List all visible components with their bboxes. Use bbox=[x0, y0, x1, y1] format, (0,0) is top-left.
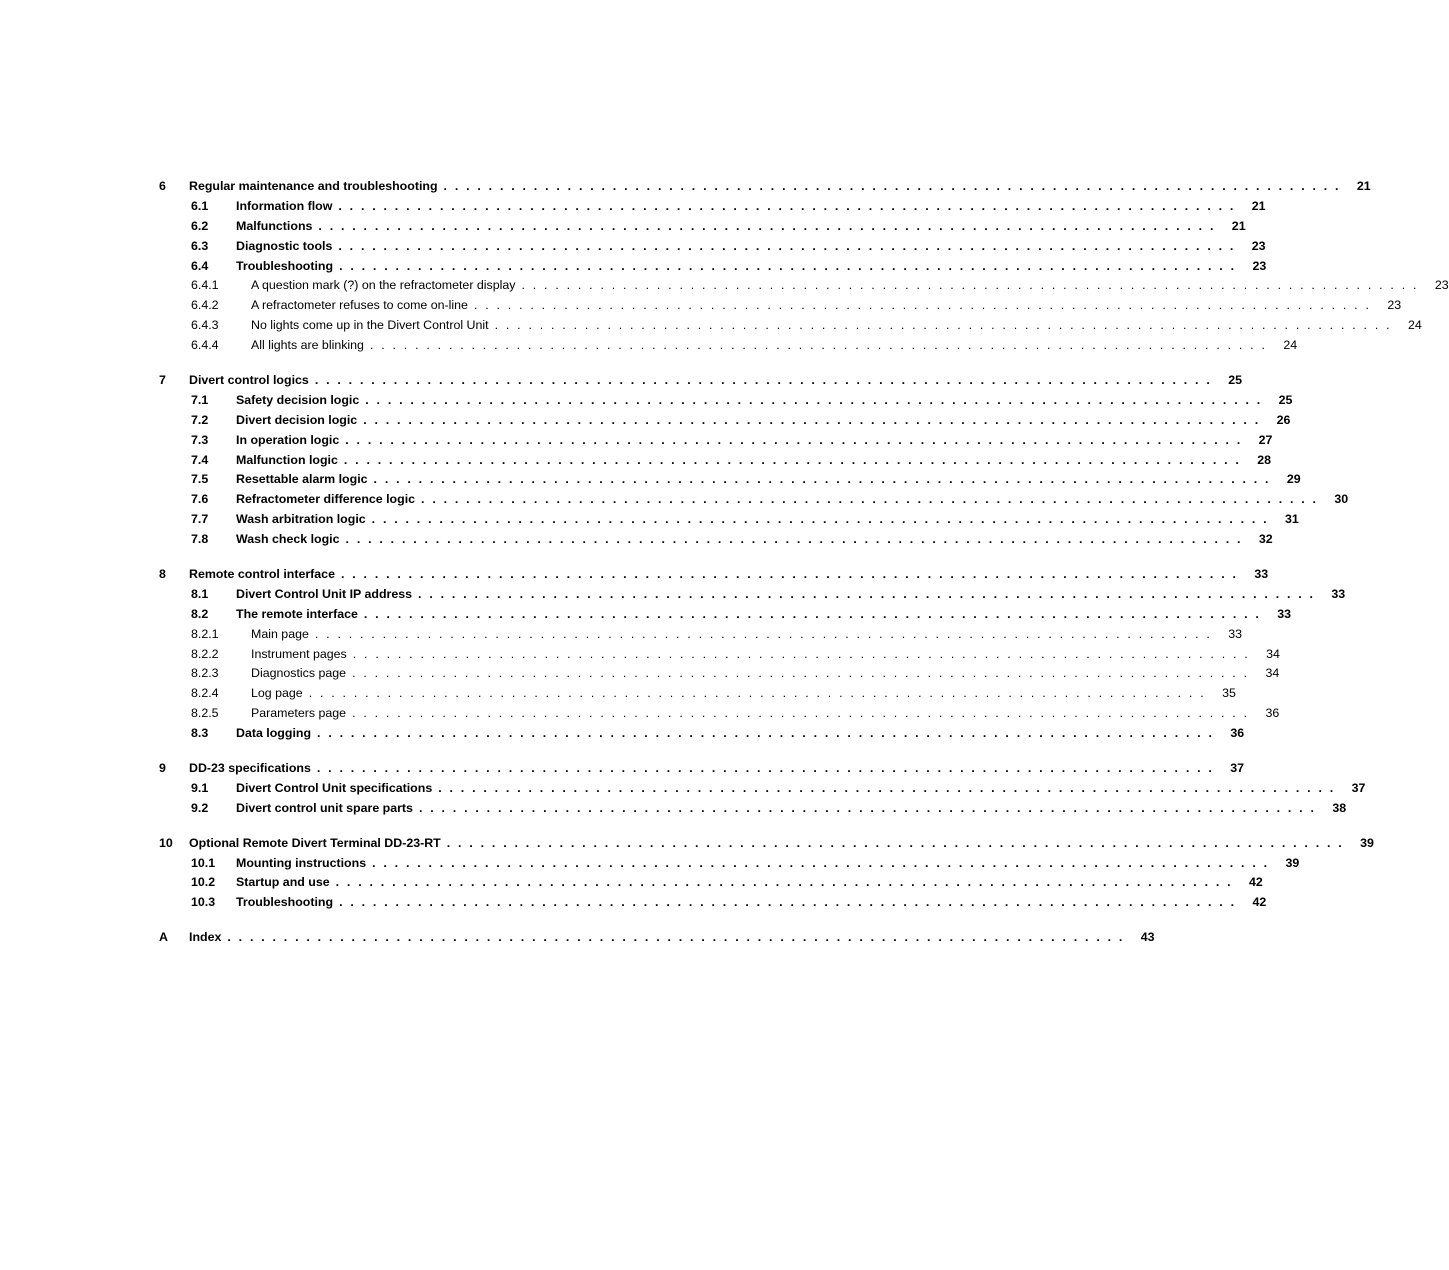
dot-leader: . . . . . . . . . . . . . . . . . . . . . . . . . . . . . . . . . . . . . . . . . . . . . . . . . . . . . . . . . . . . . . . . . . . . . . . . . . . . . . . . bbox=[338, 198, 1236, 213]
toc-entry-number: 6.4.4 bbox=[191, 338, 219, 353]
toc-chapter-group bbox=[159, 564, 1346, 743]
toc-entry-title: The remote interface bbox=[236, 606, 358, 621]
dot-leader: . . . . . . . . . . . . . . . . . . . . . . . . . . . . . . . . . . . . . . . . . . . . . . . . . . . . . . . . . . . . . . . . . . . . . . . . . . . . . . . . bbox=[339, 258, 1237, 273]
toc-entry-title: Index bbox=[189, 930, 222, 945]
toc-entry-page-number: 30 bbox=[1334, 492, 1349, 507]
toc-entry-number: 7.8 bbox=[191, 532, 209, 547]
dot-leader: . . . . . . . . . . . . . . . . . . . . . . . . . . . . . . . . . . . . . . . . . . . . . . . . . . . . . . . . . . . . . . . . . . . . . . . . . . . . . . . . bbox=[421, 492, 1319, 507]
toc-chapter-group bbox=[159, 833, 1374, 913]
dot-leader: . . . . . . . . . . . . . . . . . . . . . . . . . . . . . . . . . . . . . . . . . . . . . . . . . . . . . . . . . . . . . . . . . . . . . . . . . . . . . . . . bbox=[371, 512, 1269, 527]
toc-entry-page-number: 33 bbox=[1228, 626, 1243, 641]
toc-entry-page-number: 43 bbox=[1140, 930, 1155, 945]
toc-subsection-entry[interactable] bbox=[159, 683, 1236, 703]
dot-leader: . . . . . . . . . . . . . . . . . . . . . . . . . . . . . . . . . . . . . . . . . . . . . . . . . . . . . . . . . . . . . . . . . . . . . . . . . . . . . . . . bbox=[373, 472, 1271, 487]
toc-entry-number: 10.1 bbox=[191, 855, 216, 870]
toc-entry-title: Divert Control Unit IP address bbox=[236, 586, 413, 601]
toc-entry-title: Diagnostics page bbox=[251, 666, 347, 681]
toc-section-entry[interactable] bbox=[159, 410, 1291, 430]
dot-leader: . . . . . . . . . . . . . . . . . . . . . . . . . . . . . . . . . . . . . . . . . . . . . . . . . . . . . . . . . . . . . . . . . . . . . . . . . . . . . . . . bbox=[339, 895, 1237, 910]
toc-entry-number: 7.6 bbox=[191, 492, 209, 507]
toc-entry-page-number: 28 bbox=[1257, 452, 1272, 467]
toc-entry-number: 7.3 bbox=[191, 432, 209, 447]
dot-leader: . . . . . . . . . . . . . . . . . . . . . . . . . . . . . . . . . . . . . . . . . . . . . . . . . . . . . . . . . . . . . . . . . . . . . . . . . . . . . . . . bbox=[369, 338, 1268, 353]
toc-chapter-entry[interactable] bbox=[159, 370, 1242, 390]
toc-entry-number: 8.3 bbox=[191, 726, 209, 741]
toc-entry-number: A bbox=[159, 930, 168, 945]
toc-entry-number: 6.2 bbox=[191, 218, 209, 233]
toc-subsection-entry[interactable] bbox=[159, 644, 1280, 664]
toc-chapter-entry[interactable] bbox=[159, 564, 1269, 584]
toc-section-entry[interactable] bbox=[159, 390, 1293, 410]
toc-entry-number: 6.3 bbox=[191, 238, 209, 253]
toc-entry-number: 8 bbox=[159, 566, 166, 581]
toc-entry-page-number: 23 bbox=[1434, 278, 1449, 293]
toc-entry-title: Wash check logic bbox=[236, 532, 340, 547]
toc-entry-page-number: 21 bbox=[1231, 218, 1246, 233]
toc-entry-number: 7.2 bbox=[191, 412, 209, 427]
dot-leader: . . . . . . . . . . . . . . . . . . . . . . . . . . . . . . . . . . . . . . . . . . . . . . . . . . . . . . . . . . . . . . . . . . . . . . . . . . . . . . . . bbox=[438, 780, 1336, 795]
toc-section-entry[interactable] bbox=[159, 469, 1301, 489]
dot-leader: . . . . . . . . . . . . . . . . . . . . . . . . . . . . . . . . . . . . . . . . . . . . . . . . . . . . . . . . . . . . . . . . . . . . . . . . . . . . . . . . bbox=[227, 930, 1125, 945]
toc-entry-page-number: 39 bbox=[1285, 855, 1300, 870]
toc-section-entry[interactable] bbox=[159, 430, 1273, 450]
dot-leader: . . . . . . . . . . . . . . . . . . . . . . . . . . . . . . . . . . . . . . . . . . . . . . . . . . . . . . . . . . . . . . . . . . . . . . . . . . . . . . . . bbox=[340, 566, 1239, 581]
toc-entry-page-number: 32 bbox=[1258, 532, 1273, 547]
toc-entry-page-number: 36 bbox=[1265, 706, 1280, 721]
toc-subsection-entry[interactable] bbox=[159, 624, 1243, 644]
toc-entry-page-number: 36 bbox=[1230, 726, 1245, 741]
toc-entry-number: 7.4 bbox=[191, 452, 209, 467]
toc-entry-title: DD-23 specifications bbox=[189, 760, 311, 775]
toc-entry-title: Resettable alarm logic bbox=[236, 472, 368, 487]
toc-section-entry[interactable] bbox=[159, 236, 1266, 256]
toc-chapter-group bbox=[159, 176, 1449, 355]
dot-leader: . . . . . . . . . . . . . . . . . . . . . . . . . . . . . . . . . . . . . . . . . . . . . . . . . . . . . . . . . . . . . . . . . . . . . . . . . . . . . . . . bbox=[345, 432, 1243, 447]
toc-entry-number: 7 bbox=[159, 372, 166, 387]
toc-entry-page-number: 23 bbox=[1387, 298, 1402, 313]
dot-leader: . . . . . . . . . . . . . . . . . . . . . . . . . . . . . . . . . . . . . . . . . . . . . . . . . . . . . . . . . . . . . . . . . . . . . . . . . . . . . . . . bbox=[335, 875, 1233, 890]
toc-entry-page-number: 35 bbox=[1222, 686, 1236, 701]
toc-subsection-entry[interactable] bbox=[159, 335, 1298, 355]
dot-leader: . . . . . . . . . . . . . . . . . . . . . . . . . . . . . . . . . . . . . . . . . . . . . . . . . . . . . . . . . . . . . . . . . . . . . . . . . . . . . . . . bbox=[363, 412, 1261, 427]
toc-chapter-entry[interactable] bbox=[159, 833, 1374, 853]
toc-entry-title: Divert Control Unit specifications bbox=[236, 780, 433, 795]
dot-leader: . . . . . . . . . . . . . . . . . . . . . . . . . . . . . . . . . . . . . . . . . . . . . . . . . . . . . . . . . . . . . . . . . . . . . . . . . . . . . . . . bbox=[521, 278, 1419, 293]
toc-section-entry[interactable] bbox=[159, 196, 1266, 216]
toc-entry-number: 10.3 bbox=[191, 895, 216, 910]
toc-chapter-entry[interactable] bbox=[159, 758, 1245, 778]
toc-entry-number: 7.5 bbox=[191, 472, 209, 487]
dot-leader: . . . . . . . . . . . . . . . . . . . . . . . . . . . . . . . . . . . . . . . . . . . . . . . . . . . . . . . . . . . . . . . . . . . . . . . . . . . . . . . . bbox=[352, 666, 1250, 681]
toc-entry-title: Malfunction logic bbox=[236, 452, 338, 467]
toc-chapter-group bbox=[159, 927, 1155, 947]
toc-entry-number: 6.4.1 bbox=[191, 278, 219, 293]
toc-entry-title: Remote control interface bbox=[189, 566, 335, 581]
toc-section-entry[interactable] bbox=[159, 216, 1246, 236]
toc-section-entry[interactable] bbox=[159, 853, 1300, 873]
toc-entry-number: 6.4.2 bbox=[191, 298, 219, 313]
dot-leader: . . . . . . . . . . . . . . . . . . . . . . . . . . . . . . . . . . . . . . . . . . . . . . . . . . . . . . . . . . . . . . . . . . . . . . . . . . . . . . . . bbox=[316, 760, 1215, 775]
toc-entry-title: Optional Remote Divert Terminal DD-23-RT bbox=[189, 835, 441, 850]
toc-section-entry[interactable] bbox=[159, 489, 1349, 509]
dot-leader: . . . . . . . . . . . . . . . . . . . . . . . . . . . . . . . . . . . . . . . . . . . . . . . . . . . . . . . . . . . . . . . . . . . . . . . . . . . . . . . . bbox=[363, 606, 1262, 621]
toc-section-entry[interactable] bbox=[159, 604, 1292, 624]
toc-entry-number: 9.2 bbox=[191, 800, 209, 815]
toc-subsection-entry[interactable] bbox=[159, 275, 1449, 295]
toc-entry-number: 7.1 bbox=[191, 392, 209, 407]
toc-entry-page-number: 26 bbox=[1276, 412, 1291, 427]
dot-leader: . . . . . . . . . . . . . . . . . . . . . . . . . . . . . . . . . . . . . . . . . . . . . . . . . . . . . . . . . . . . . . . . . . . . . . . . . . . . . . . . bbox=[308, 686, 1206, 701]
dot-leader: . . . . . . . . . . . . . . . . . . . . . . . . . . . . . . . . . . . . . . . . . . . . . . . . . . . . . . . . . . . . . . . . . . . . . . . . . . . . . . . . bbox=[352, 646, 1250, 661]
dot-leader: . . . . . . . . . . . . . . . . . . . . . . . . . . . . . . . . . . . . . . . . . . . . . . . . . . . . . . . . . . . . . . . . . . . . . . . . . . . . . . . . bbox=[352, 706, 1250, 721]
toc-entry-title: Log page bbox=[251, 686, 303, 701]
dot-leader: . . . . . . . . . . . . . . . . . . . . . . . . . . . . . . . . . . . . . . . . . . . . . . . . . . . . . . . . . . . . . . . . . . . . . . . . . . . . . . . . bbox=[473, 298, 1372, 313]
toc-subsection-entry[interactable] bbox=[159, 315, 1422, 335]
toc-section-entry[interactable] bbox=[159, 778, 1366, 798]
toc-entry-title: Main page bbox=[251, 626, 309, 641]
toc-section-entry[interactable] bbox=[159, 529, 1273, 549]
dot-leader: . . . . . . . . . . . . . . . . . . . . . . . . . . . . . . . . . . . . . . . . . . . . . . . . . . . . . . . . . . . . . . . . . . . . . . . . . . . . . . . . bbox=[314, 372, 1212, 387]
toc-entry-title: Information flow bbox=[236, 198, 333, 213]
toc-entry-title: All lights are blinking bbox=[251, 338, 364, 353]
toc-entry-title: A question mark (?) on the refractometer display bbox=[251, 278, 516, 293]
toc-entry-title: Regular maintenance and troubleshooting bbox=[189, 178, 438, 193]
toc-entry-title: Troubleshooting bbox=[236, 895, 334, 910]
dot-leader: . . . . . . . . . . . . . . . . . . . . . . . . . . . . . . . . . . . . . . . . . . . . . . . . . . . . . . . . . . . . . . . . . . . . . . . . . . . . . . . . bbox=[494, 318, 1392, 333]
dot-leader: . . . . . . . . . . . . . . . . . . . . . . . . . . . . . . . . . . . . . . . . . . . . . . . . . . . . . . . . . . . . . . . . . . . . . . . . . . . . . . . . bbox=[314, 626, 1213, 641]
toc-entry-page-number: 24 bbox=[1283, 338, 1298, 353]
toc-entry-page-number: 31 bbox=[1285, 512, 1299, 527]
toc-entry-page-number: 39 bbox=[1360, 835, 1374, 850]
toc-entry-number: 8.2.3 bbox=[191, 666, 219, 681]
toc-entry-number: 6.4.3 bbox=[191, 318, 219, 333]
toc-chapter-entry[interactable] bbox=[159, 927, 1155, 947]
toc-entry-title: Mounting instructions bbox=[236, 855, 367, 870]
toc-section-entry[interactable] bbox=[159, 450, 1272, 470]
toc-entry-page-number: 37 bbox=[1230, 760, 1245, 775]
toc-entry-page-number: 23 bbox=[1251, 238, 1266, 253]
toc-entry-title: Diagnostic tools bbox=[236, 238, 333, 253]
toc-entry-page-number: 21 bbox=[1356, 178, 1371, 193]
toc-entry-title: Divert control logics bbox=[189, 372, 309, 387]
dot-leader: . . . . . . . . . . . . . . . . . . . . . . . . . . . . . . . . . . . . . . . . . . . . . . . . . . . . . . . . . . . . . . . . . . . . . . . . . . . . . . . . bbox=[446, 835, 1344, 850]
toc-entry-title: Divert control unit spare parts bbox=[236, 800, 413, 815]
toc-entry-number: 6.4 bbox=[191, 258, 209, 273]
toc-entry-title: Instrument pages bbox=[251, 646, 347, 661]
toc-chapter-entry[interactable] bbox=[159, 176, 1371, 196]
dot-leader: . . . . . . . . . . . . . . . . . . . . . . . . . . . . . . . . . . . . . . . . . . . . . . . . . . . . . . . . . . . . . . . . . . . . . . . . . . . . . . . . bbox=[318, 218, 1216, 233]
toc-subsection-entry[interactable] bbox=[159, 663, 1280, 683]
toc-chapter-group bbox=[159, 758, 1366, 818]
toc-entry-number: 9.1 bbox=[191, 780, 209, 795]
toc-entry-page-number: 33 bbox=[1277, 606, 1292, 621]
toc-entry-number: 10.2 bbox=[191, 875, 216, 890]
toc-entry-title: Malfunctions bbox=[236, 218, 313, 233]
toc-section-entry[interactable] bbox=[159, 256, 1267, 276]
dot-leader: . . . . . . . . . . . . . . . . . . . . . . . . . . . . . . . . . . . . . . . . . . . . . . . . . . . . . . . . . . . . . . . . . . . . . . . . . . . . . . . . bbox=[418, 586, 1316, 601]
toc-entry-page-number: 29 bbox=[1286, 472, 1301, 487]
toc-entry-number: 7.7 bbox=[191, 512, 209, 527]
toc-entry-number: 6 bbox=[159, 178, 166, 193]
table-of-contents bbox=[159, 176, 1449, 962]
toc-entry-title: Parameters page bbox=[251, 706, 347, 721]
toc-entry-number: 9 bbox=[159, 760, 166, 775]
toc-entry-number: 8.2.5 bbox=[191, 706, 219, 721]
toc-entry-page-number: 27 bbox=[1258, 432, 1273, 447]
toc-entry-title: Safety decision logic bbox=[236, 392, 360, 407]
toc-entry-page-number: 33 bbox=[1331, 586, 1346, 601]
toc-entry-number: 10 bbox=[159, 835, 173, 850]
toc-section-entry[interactable] bbox=[159, 798, 1347, 818]
dot-leader: . . . . . . . . . . . . . . . . . . . . . . . . . . . . . . . . . . . . . . . . . . . . . . . . . . . . . . . . . . . . . . . . . . . . . . . . . . . . . . . . bbox=[365, 392, 1263, 407]
toc-entry-number: 8.2.4 bbox=[191, 686, 219, 701]
toc-entry-title: Data logging bbox=[236, 726, 312, 741]
dot-leader: . . . . . . . . . . . . . . . . . . . . . . . . . . . . . . . . . . . . . . . . . . . . . . . . . . . . . . . . . . . . . . . . . . . . . . . . . . . . . . . . bbox=[443, 178, 1341, 193]
dot-leader: . . . . . . . . . . . . . . . . . . . . . . . . . . . . . . . . . . . . . . . . . . . . . . . . . . . . . . . . . . . . . . . . . . . . . . . . . . . . . . . . bbox=[372, 855, 1270, 870]
toc-entry-page-number: 38 bbox=[1332, 800, 1347, 815]
toc-entry-number: 8.2.1 bbox=[191, 626, 219, 641]
toc-entry-title: Startup and use bbox=[236, 875, 330, 890]
toc-entry-number: 8.2.2 bbox=[191, 646, 219, 661]
toc-chapter-group bbox=[159, 370, 1349, 549]
toc-section-entry[interactable] bbox=[159, 584, 1346, 604]
toc-entry-page-number: 42 bbox=[1249, 875, 1263, 890]
toc-entry-number: 8.2 bbox=[191, 606, 209, 621]
toc-entry-title: Wash arbitration logic bbox=[236, 512, 366, 527]
dot-leader: . . . . . . . . . . . . . . . . . . . . . . . . . . . . . . . . . . . . . . . . . . . . . . . . . . . . . . . . . . . . . . . . . . . . . . . . . . . . . . . . bbox=[317, 726, 1215, 741]
toc-entry-page-number: 37 bbox=[1351, 780, 1366, 795]
toc-section-entry[interactable] bbox=[159, 723, 1245, 743]
toc-entry-title: No lights come up in the Divert Control Unit bbox=[251, 318, 489, 333]
toc-subsection-entry[interactable] bbox=[159, 703, 1280, 723]
toc-entry-title: Troubleshooting bbox=[236, 258, 334, 273]
toc-entry-page-number: 24 bbox=[1407, 318, 1422, 333]
toc-entry-page-number: 23 bbox=[1252, 258, 1267, 273]
toc-entry-page-number: 34 bbox=[1265, 666, 1280, 681]
toc-entry-title: In operation logic bbox=[236, 432, 340, 447]
toc-entry-page-number: 21 bbox=[1251, 198, 1266, 213]
dot-leader: . . . . . . . . . . . . . . . . . . . . . . . . . . . . . . . . . . . . . . . . . . . . . . . . . . . . . . . . . . . . . . . . . . . . . . . . . . . . . . . . bbox=[338, 238, 1236, 253]
toc-entry-number: 6.1 bbox=[191, 198, 209, 213]
toc-entry-page-number: 34 bbox=[1266, 646, 1280, 661]
toc-entry-page-number: 42 bbox=[1252, 895, 1267, 910]
toc-section-entry[interactable] bbox=[159, 873, 1263, 893]
toc-entry-title: A refractometer refuses to come on-line bbox=[251, 298, 468, 313]
toc-section-entry[interactable] bbox=[159, 509, 1299, 529]
toc-entry-page-number: 25 bbox=[1278, 392, 1293, 407]
dot-leader: . . . . . . . . . . . . . . . . . . . . . . . . . . . . . . . . . . . . . . . . . . . . . . . . . . . . . . . . . . . . . . . . . . . . . . . . . . . . . . . . bbox=[343, 452, 1242, 467]
toc-entry-number: 8.1 bbox=[191, 586, 209, 601]
toc-entry-title: Refractometer difference logic bbox=[236, 492, 416, 507]
dot-leader: . . . . . . . . . . . . . . . . . . . . . . . . . . . . . . . . . . . . . . . . . . . . . . . . . . . . . . . . . . . . . . . . . . . . . . . . . . . . . . . . bbox=[418, 800, 1317, 815]
dot-leader: . . . . . . . . . . . . . . . . . . . . . . . . . . . . . . . . . . . . . . . . . . . . . . . . . . . . . . . . . . . . . . . . . . . . . . . . . . . . . . . . bbox=[345, 532, 1243, 547]
toc-section-entry[interactable] bbox=[159, 892, 1267, 912]
toc-subsection-entry[interactable] bbox=[159, 295, 1402, 315]
toc-entry-page-number: 25 bbox=[1228, 372, 1242, 387]
toc-entry-title: Divert decision logic bbox=[236, 412, 358, 427]
toc-entry-page-number: 33 bbox=[1254, 566, 1269, 581]
